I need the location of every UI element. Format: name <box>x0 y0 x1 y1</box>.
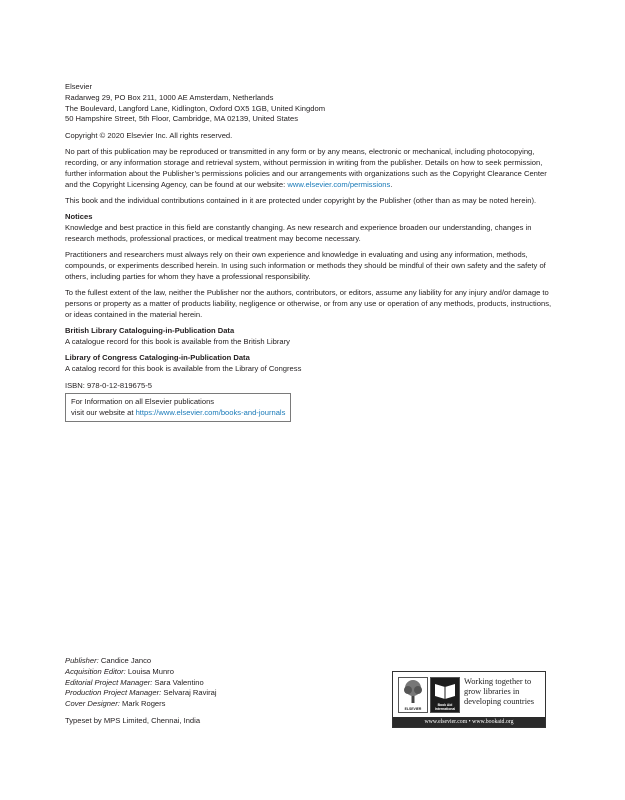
elsevier-bookaid-logo <box>392 671 546 728</box>
credit-name: Louisa Munro <box>127 666 174 676</box>
library-of-congress-text: A catalog record for this book is available from the Library of Congress <box>65 364 302 374</box>
permissions-link-suffix: . <box>390 179 393 189</box>
logo-slogan: Working together to grow libraries in developing countries <box>464 677 535 706</box>
library-of-congress-heading: Library of Congress Cataloging-in-Publication Data <box>65 353 250 363</box>
info-box-prefix: visit our website at <box>71 408 136 418</box>
copyright-line: Copyright © 2020 Elsevier Inc. All rights reserved. <box>65 130 233 140</box>
credit-name: Selvaraj Raviraj <box>163 688 217 698</box>
credit-line <box>65 656 365 667</box>
typeset-line: Typeset by MPS Limited, Chennai, India <box>65 715 201 725</box>
permissions-paragraph <box>65 147 555 190</box>
address-line: Radarweg 29, PO Box 211, 1000 AE Amsterdam, Netherlands <box>65 92 274 102</box>
production-credits <box>65 656 365 727</box>
credit-line <box>65 699 365 710</box>
info-box <box>65 393 291 422</box>
british-library-heading: British Library Cataloguing-in-Publication Data <box>65 326 235 336</box>
credit-role: Production Project Manager: <box>65 688 162 698</box>
logo-urls: www.elsevier.com • www.bookaid.org <box>393 717 545 727</box>
bookaid-icon <box>430 677 460 713</box>
info-box-line <box>71 408 285 419</box>
publisher-address <box>65 82 555 125</box>
elsevier-logo-label: ELSEVIER <box>404 707 422 711</box>
credit-role: Publisher: <box>65 656 99 665</box>
isbn: ISBN: 978-0-12-819675-5 <box>65 380 152 390</box>
british-library-text: A catalogue record for this book is available from the British Library <box>65 337 290 347</box>
elsevier-tree-icon-graphic <box>399 678 427 704</box>
credit-line <box>65 678 365 689</box>
british-library-section <box>65 326 555 348</box>
credit-name: Mark Rogers <box>122 699 166 709</box>
copyright-page <box>65 82 555 422</box>
copyright-protection-text: This book and the individual contributions contained in it are protected under copyright by the Publisher (other than as may be noted herein). <box>65 195 537 205</box>
permissions-link[interactable]: www.elsevier.com/permissions <box>287 179 391 189</box>
books-and-journals-link[interactable]: https://www.elsevier.com/books-and-journals <box>135 408 286 418</box>
credit-line <box>65 688 365 699</box>
notices-paragraph: Practitioners and researchers must always rely on their own experience and knowledge in evaluating and using any information, methods, compounds, or experiments described herein. In using such information or methods they should be mindful of their own safety and the safety of others, including parties for whom they have a professional responsibility. <box>65 250 546 281</box>
address-line: 50 Hampshire Street, 5th Floor, Cambridge, MA 02139, United States <box>65 114 298 124</box>
bookaid-logo-label: Book Aid International <box>434 703 456 711</box>
credit-role: Editorial Project Manager: <box>65 677 153 687</box>
credit-name: Sara Valentino <box>154 677 204 687</box>
elsevier-tree-icon <box>398 677 428 713</box>
library-of-congress-section <box>65 353 555 375</box>
address-line: The Boulevard, Langford Lane, Kidlington, Oxford OX5 1GB, United Kingdom <box>65 103 326 113</box>
credit-role: Cover Designer: <box>65 699 120 709</box>
info-box-line: For Information on all Elsevier publications <box>71 397 215 407</box>
credit-line <box>65 667 365 678</box>
permissions-text: No part of this publication may be reproduced or transmitted in any form or by any means, electronic or mechanical, including photocopying, recording, or any information storage and retrieval system, without permission in writing from the publisher. Details on how to seek permission, further information about the Publisher’s permissions policies and our arrangements with organizations such as the Copyright Clearance Center and the Copyright Licensing Agency, can be found at our website: <box>65 147 547 189</box>
notices-section <box>65 212 555 320</box>
notices-heading: Notices <box>65 212 93 222</box>
notices-paragraph: To the fullest extent of the law, neither the Publisher nor the authors, contributors, or editors, assume any liability for any injury and/or damage to persons or property as a matter of products liability, negligence or otherwise, or from any use or operation of any methods, products, instructions, or ideas contained in the material herein. <box>65 288 552 319</box>
notices-paragraph: Knowledge and best practice in this field are constantly changing. As new research and experience broaden our understanding, changes in research methods, professional practices, or medical treatment may become necessary. <box>65 223 532 243</box>
publisher-name: Elsevier <box>65 82 93 91</box>
credit-role: Acquisition Editor: <box>65 666 126 676</box>
credit-name: Candice Janco <box>100 656 152 665</box>
bookaid-book-icon-graphic <box>431 678 459 702</box>
